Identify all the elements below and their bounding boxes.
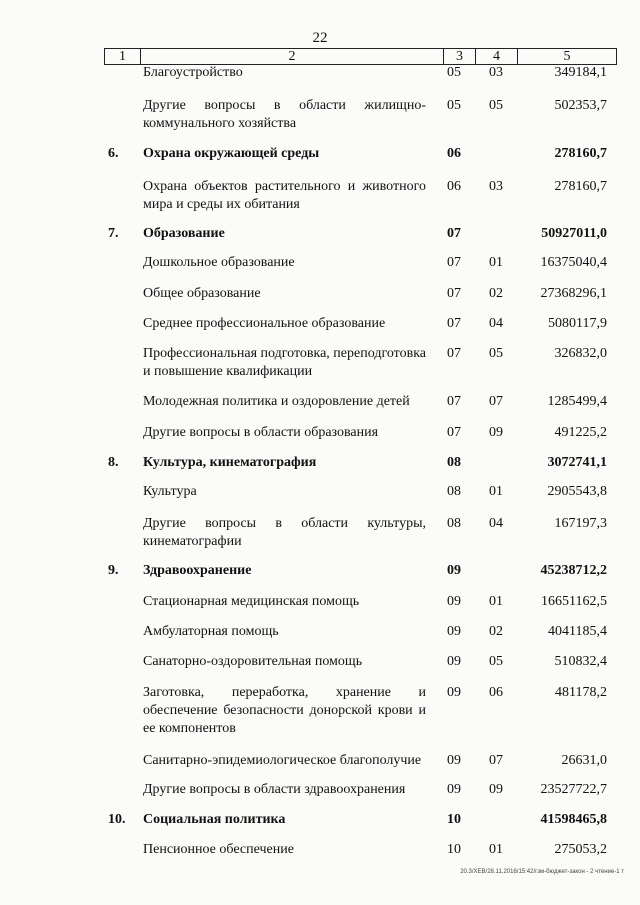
row-amount: 5080117,9 (548, 316, 607, 331)
row-subsection: 07 (489, 394, 503, 409)
row-number: 10. (108, 812, 126, 827)
row-amount: 16375040,4 (540, 255, 607, 270)
footer-stamp: 20.3/ХЕВ/28.11.2016/15:42/гзм-бюджет-закон - 2 чтение-1 т (460, 869, 624, 875)
header-col-3: 3 (444, 49, 476, 64)
row-amount: 275053,2 (554, 842, 607, 857)
row-subsection: 09 (489, 425, 503, 440)
row-section: 09 (447, 654, 461, 669)
row-amount: 50927011,0 (541, 226, 607, 241)
row-name: Общее образование (143, 286, 261, 301)
row-name: Санаторно-оздоровительная помощь (143, 654, 363, 669)
row-section: 07 (447, 394, 461, 409)
row-subsection: 04 (489, 516, 503, 531)
row-name: Образование (143, 226, 225, 241)
row-number: 9. (108, 563, 119, 578)
row-section: 08 (447, 516, 461, 531)
page-number: 22 (312, 30, 328, 46)
row-section: 07 (447, 286, 461, 301)
row-amount: 23527722,7 (540, 782, 607, 797)
row-name: Стационарная медицинская помощь (143, 594, 360, 609)
row-amount: 491225,2 (554, 425, 607, 440)
row-amount: 27368296,1 (540, 286, 607, 301)
row-section: 06 (447, 179, 461, 194)
row-subsection: 04 (489, 316, 503, 331)
row-section: 05 (447, 98, 461, 113)
header-col-1: 1 (105, 49, 141, 64)
row-name: Другие вопросы в области культуры, кинематографии (143, 516, 426, 549)
row-section: 09 (447, 782, 461, 797)
row-section: 09 (447, 594, 461, 609)
row-name: Пенсионное обеспечение (143, 842, 294, 857)
row-subsection: 01 (489, 594, 503, 609)
row-number: 6. (108, 146, 119, 161)
row-subsection: 01 (489, 484, 503, 499)
row-section: 09 (447, 563, 461, 578)
row-subsection: 05 (489, 346, 503, 361)
row-name: Санитарно-эпидемиологическое благополучие (143, 753, 422, 768)
row-number: 7. (108, 226, 119, 241)
row-section: 08 (447, 455, 461, 470)
row-amount: 1285499,4 (547, 394, 607, 409)
row-name: Благоустройство (143, 65, 243, 80)
row-subsection: 02 (489, 624, 503, 639)
row-subsection: 07 (489, 753, 503, 768)
row-name: Здравоохранение (143, 563, 252, 578)
row-subsection: 03 (489, 179, 503, 194)
row-section: 09 (447, 685, 461, 700)
row-section: 10 (447, 842, 461, 857)
row-section: 07 (447, 255, 461, 270)
row-section: 07 (447, 425, 461, 440)
row-section: 07 (447, 346, 461, 361)
row-name: Молодежная политика и оздоровление детей (143, 394, 410, 409)
row-amount: 16651162,5 (541, 594, 607, 609)
row-number: 8. (108, 455, 119, 470)
row-section: 08 (447, 484, 461, 499)
row-section: 09 (447, 624, 461, 639)
table-header (104, 48, 617, 65)
header-col-2: 2 (141, 49, 444, 64)
row-subsection: 09 (489, 782, 503, 797)
row-amount: 502353,7 (554, 98, 607, 113)
row-section: 07 (447, 226, 461, 241)
row-name: Другие вопросы в области образования (143, 425, 379, 440)
row-amount: 45238712,2 (540, 563, 607, 578)
row-subsection: 05 (489, 98, 503, 113)
header-col-4: 4 (476, 49, 518, 64)
row-name: Охрана окружающей среды (143, 146, 320, 161)
row-name: Культура, кинематография (143, 455, 317, 470)
row-section: 10 (447, 812, 461, 827)
row-subsection: 06 (489, 685, 503, 700)
row-subsection: 05 (489, 654, 503, 669)
row-name: Профессиональная подготовка, переподготовка и повышение квалификации (143, 346, 426, 379)
row-amount: 41598465,8 (540, 812, 607, 827)
row-name: Другие вопросы в области здравоохранения (143, 782, 406, 797)
row-amount: 4041185,4 (548, 624, 607, 639)
row-amount: 481178,2 (555, 685, 607, 700)
row-name: Охрана объектов растительного и животного мира и среды их обитания (143, 179, 426, 212)
row-amount: 510832,4 (554, 654, 607, 669)
row-name: Социальная политика (143, 812, 286, 827)
row-amount: 278160,7 (554, 179, 607, 194)
row-name: Заготовка, переработка, хранение и обеспечение безопасности донорской крови и ее компонентов (143, 685, 426, 736)
row-subsection: 01 (489, 842, 503, 857)
row-subsection: 01 (489, 255, 503, 270)
row-section: 07 (447, 316, 461, 331)
row-amount: 326832,0 (554, 346, 607, 361)
row-name: Другие вопросы в области жилищно-коммунального хозяйства (143, 98, 426, 131)
row-amount: 167197,3 (554, 516, 607, 531)
row-amount: 2905543,8 (547, 484, 607, 499)
row-subsection: 02 (489, 286, 503, 301)
row-amount: 26631,0 (561, 753, 607, 768)
row-amount: 3072741,1 (547, 455, 607, 470)
header-col-5: 5 (563, 49, 571, 64)
row-name: Амбулаторная помощь (143, 624, 279, 639)
row-section: 05 (447, 65, 461, 80)
row-amount: 349184,1 (554, 65, 607, 80)
row-subsection: 03 (489, 65, 503, 80)
row-name: Культура (143, 484, 197, 499)
row-section: 09 (447, 753, 461, 768)
row-name: Дошкольное образование (143, 255, 295, 270)
row-name: Среднее профессиональное образование (143, 316, 386, 331)
row-section: 06 (447, 146, 461, 161)
row-amount: 278160,7 (554, 146, 607, 161)
